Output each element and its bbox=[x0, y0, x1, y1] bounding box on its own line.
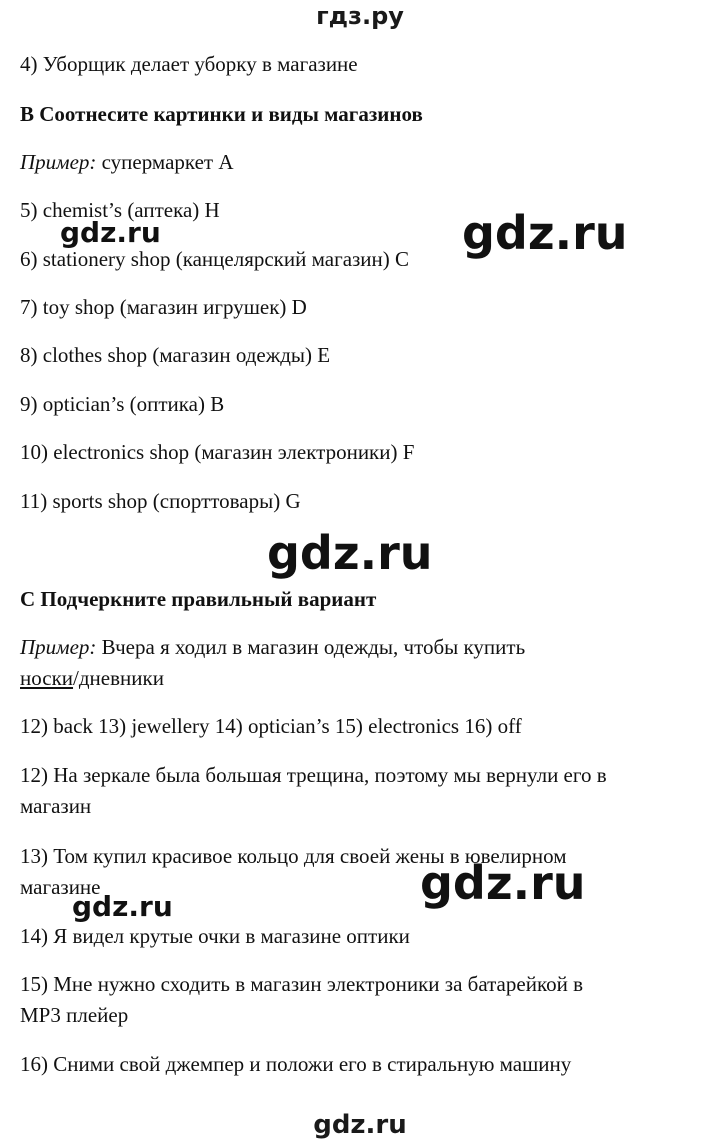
example-c-text: Вчера я ходил в магазин одежды, чтобы купить bbox=[96, 635, 526, 659]
watermark-small-2: gdz.ru bbox=[72, 890, 173, 923]
example-b bbox=[20, 146, 234, 178]
sentence-15-line-1: 15) Мне нужно сходить в магазин электроники за батарейкой в bbox=[20, 972, 583, 996]
sentence-14: 14) Я видел крутые очки в магазине оптики bbox=[20, 924, 410, 948]
section-c-heading: C Подчеркните правильный вариант bbox=[20, 587, 377, 611]
example-b-text: супермаркет A bbox=[96, 150, 234, 174]
item-8: 8) clothes shop (магазин одежды) E bbox=[20, 343, 331, 367]
answers-line: 12) back 13) jewellery 14) optician’s 15) electronics 16) off bbox=[20, 714, 522, 738]
example-c-underlined: носки bbox=[20, 666, 74, 690]
site-header: гдз.ру bbox=[316, 2, 404, 30]
sentence-12-line-2: магазин bbox=[20, 794, 92, 818]
watermark-large-3: gdz.ru bbox=[420, 856, 586, 910]
section-b-heading: B Соотнесите картинки и виды магазинов bbox=[20, 102, 423, 126]
watermark-small-1: gdz.ru bbox=[60, 216, 161, 249]
example-c-rest: /дневники bbox=[73, 666, 164, 690]
example-c-label: Пример: bbox=[20, 635, 97, 659]
item-9: 9) optician’s (оптика) B bbox=[20, 392, 225, 416]
item-4: 4) Уборщик делает уборку в магазине bbox=[20, 52, 358, 76]
item-6: 6) stationery shop (канцелярский магазин) C bbox=[20, 247, 410, 271]
sentence-16: 16) Сними свой джемпер и положи его в стиральную машину bbox=[20, 1052, 572, 1076]
item-7: 7) toy shop (магазин игрушек) D bbox=[20, 295, 307, 319]
watermark-large-1: gdz.ru bbox=[462, 206, 628, 260]
sentence-13-line-1: 13) Том купил красивое кольцо для своей жены в ювелирном bbox=[20, 844, 567, 868]
example-b-label: Пример: bbox=[20, 150, 97, 174]
item-11: 11) sports shop (спорттовары) G bbox=[20, 489, 301, 513]
sentence-12-line-1: 12) На зеркале была большая трещина, поэтому мы вернули его в bbox=[20, 763, 607, 787]
example-c-line-1 bbox=[20, 631, 525, 663]
item-5: 5) chemist’s (аптека) H bbox=[20, 198, 220, 222]
item-10: 10) electronics shop (магазин электроники) F bbox=[20, 440, 415, 464]
watermark-large-2: gdz.ru bbox=[267, 526, 433, 580]
sentence-15-line-2: MP3 плейер bbox=[20, 1003, 129, 1027]
example-c-line-2 bbox=[20, 662, 164, 694]
sentence-13-line-2: магазине bbox=[20, 875, 101, 899]
site-footer: gdz.ru bbox=[313, 1110, 407, 1140]
